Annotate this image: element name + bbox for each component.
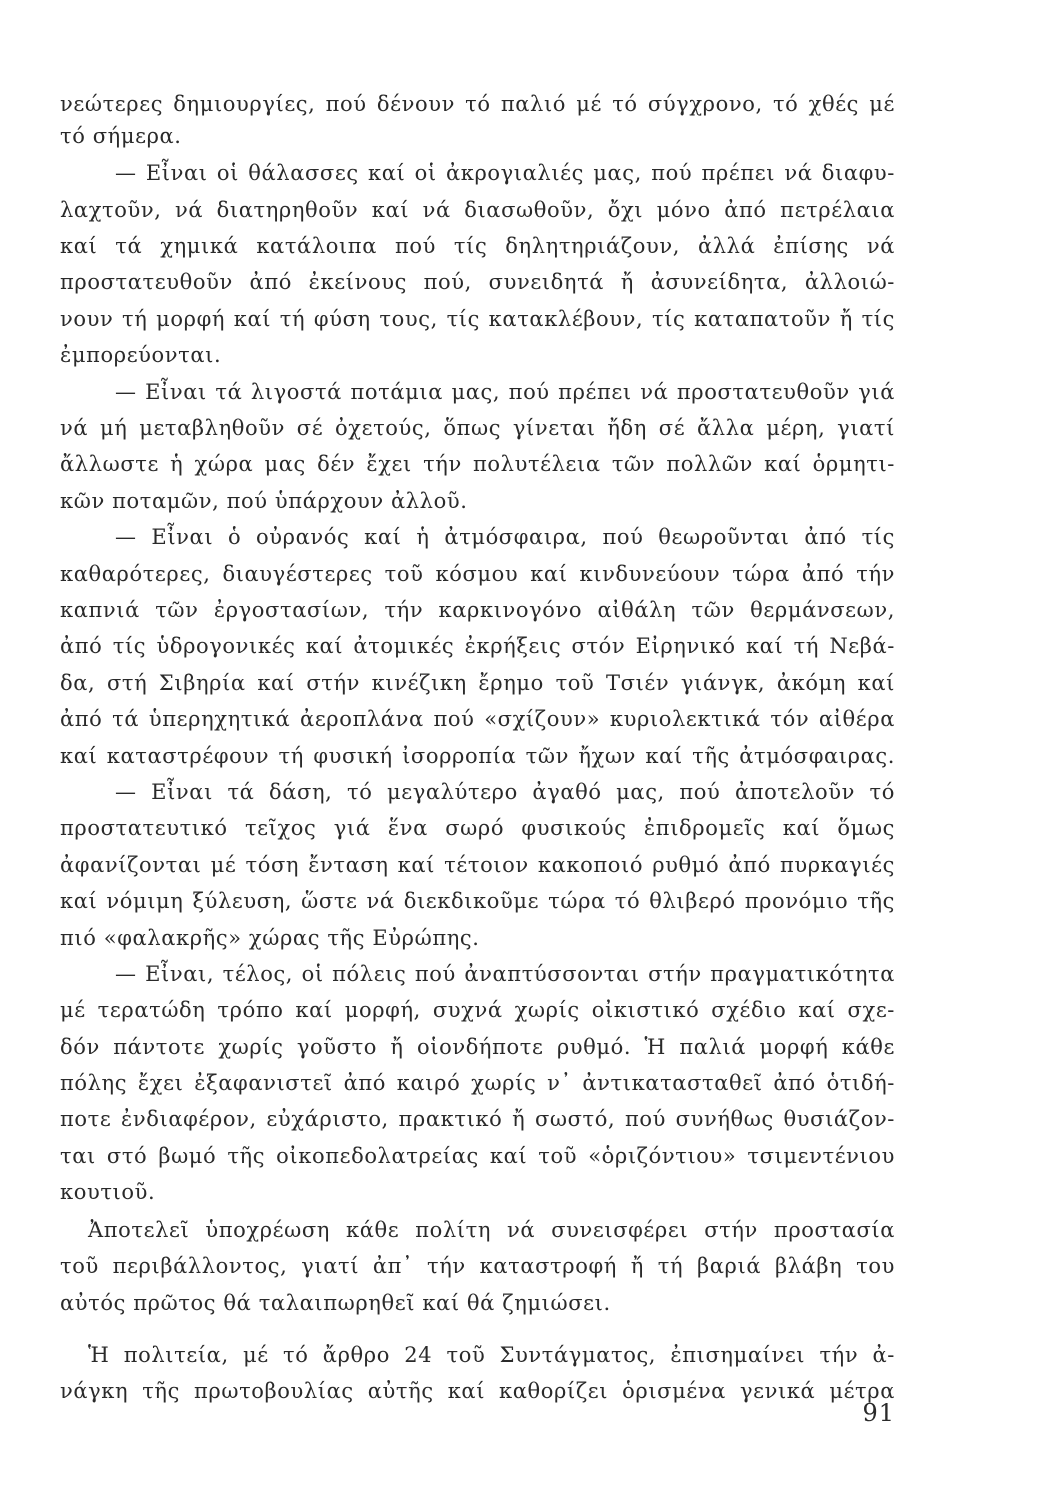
text-line: ποτε ἐνδιαφέρον, εὐχάριστο, πρακτικό ἤ σωστό, πού συνήθως θυσιάζον- <box>60 1107 895 1131</box>
text-line: τοῦ περιβάλλοντος, γιατί ἀπ᾽ τήν καταστροφή ἤ τή βαριά βλάβη του <box>60 1254 895 1278</box>
text-line: αὐτός πρῶτος θά ταλαιπωρηθεῖ καί θά ζημιώσει. <box>60 1291 611 1315</box>
text-line: προστατευθοῦν ἀπό ἐκείνους πού, συνειδητά ἤ ἀσυνείδητα, ἀλλοιώ- <box>60 270 895 294</box>
text-line: μέ τερατώδη τρόπο καί μορφή, συχνά χωρίς οἰκιστικό σχέδιο καί σχε- <box>60 998 895 1022</box>
text-line: καί νόμιμη ξύλευση, ὥστε νά διεκδικοῦμε τώρα τό θλιβερό προνόμιο τῆς <box>60 889 895 913</box>
text-line: τό σήμερα. <box>60 124 182 148</box>
paragraph-start-line: Ἀποτελεῖ ὑποχρέωση κάθε πολίτη νά συνεισφέρει στήν προστασία <box>88 1218 895 1242</box>
text-line: λαχτοῦν, νά διατηρηθοῦν καί νά διασωθοῦν, ὄχι μόνο ἀπό πετρέλαια <box>60 198 895 222</box>
text-line: καί καταστρέφουν τή φυσική ἰσορροπία τῶν ἤχων καί τῆς ἀτμόσφαιρας. <box>60 744 895 768</box>
text-line: νά μή μεταβληθοῦν σέ ὀχετούς, ὅπως γίνεται ἤδη σέ ἄλλα μέρη, γιατί <box>60 416 895 440</box>
text-line: δα, στή Σιβηρία καί στήν κινέζικη ἔρημο τοῦ Τσιέν γιάνγκ, ἀκόμη καί <box>60 671 895 695</box>
page-number: 91 <box>862 1399 895 1427</box>
text-line: προστατευτικό τεῖχος γιά ἕνα σωρό φυσικούς ἐπιδρομεῖς καί ὅμως <box>60 816 895 840</box>
paragraph-start-line: — Εἶναι ὁ οὐρανός καί ἡ ἀτμόσφαιρα, πού θεωροῦνται ἀπό τίς <box>115 525 895 549</box>
text-line: κῶν ποταμῶν, πού ὑπάρχουν ἀλλοῦ. <box>60 489 468 513</box>
text-line: καπνιά τῶν ἐργοστασίων, τήν καρκινογόνο αἰθάλη τῶν θερμάνσεων, <box>60 598 895 622</box>
text-line: ἀπό τίς ὑδρογονικές καί ἀτομικές ἐκρήξεις στόν Εἰρηνικό καί τή Νεβά- <box>60 634 895 658</box>
text-line: ται στό βωμό τῆς οἰκοπεδολατρείας καί τοῦ «ὁριζόντιου» τσιμεντένιου <box>60 1144 895 1168</box>
paragraph-start-line: — Εἶναι, τέλος, οἱ πόλεις πού ἀναπτύσσονται στήν πραγματικότητα <box>115 962 895 986</box>
paragraph-start-line: — Εἶναι οἱ θάλασσες καί οἱ ἀκρογιαλιές μας, πού πρέπει νά διαφυ- <box>115 161 895 185</box>
text-line: καθαρότερες, διαυγέστερες τοῦ κόσμου καί κινδυνεύουν τώρα ἀπό τήν <box>60 562 895 586</box>
text-line: νεώτερες δημιουργίες, πού δένουν τό παλιό μέ τό σύγχρονο, τό χθές μέ <box>60 92 895 116</box>
text-line: ἀφανίζονται μέ τόση ἔνταση καί τέτοιον κακοποιό ρυθμό ἀπό πυρκαγιές <box>60 853 895 877</box>
text-line: δόν πάντοτε χωρίς γοῦστο ἤ οἱονδήποτε ρυθμό. Ἡ παλιά μορφή κάθε <box>60 1035 895 1059</box>
text-line: ἄλλωστε ἡ χώρα μας δέν ἔχει τήν πολυτέλεια τῶν πολλῶν καί ὁρμητι- <box>60 452 895 476</box>
text-line: κουτιοῦ. <box>60 1180 156 1204</box>
text-line: πιό «φαλακρῆς» χώρας τῆς Εὐρώπης. <box>60 926 480 950</box>
text-line: νάγκη τῆς πρωτοβουλίας αὐτῆς καί καθορίζει ὁρισμένα γενικά μέτρα <box>60 1379 895 1403</box>
paragraph-start-line: — Εἶναι τά δάση, τό μεγαλύτερο ἀγαθό μας, πού ἀποτελοῦν τό <box>115 780 895 804</box>
text-line: ἐμπορεύονται. <box>60 343 222 367</box>
text-line: νουν τή μορφή καί τή φύση τους, τίς κατακλέβουν, τίς καταπατοῦν ἤ τίς <box>60 307 895 331</box>
paragraph-start-line: Ἡ πολιτεία, μέ τό ἄρθρο 24 τοῦ Συντάγματος, ἐπισημαίνει τήν ἀ- <box>88 1343 895 1367</box>
text-line: πόλης ἔχει ἐξαφανιστεῖ ἀπό καιρό χωρίς ν᾽ ἀντικατασταθεῖ ἀπό ὁτιδή- <box>60 1071 895 1095</box>
paragraph-start-line: — Εἶναι τά λιγοστά ποτάμια μας, πού πρέπει νά προστατευθοῦν γιά <box>115 380 895 404</box>
text-line: ἀπό τά ὑπερηχητικά ἀεροπλάνα πού «σχίζουν» κυριολεκτικά τόν αἰθέρα <box>60 707 895 731</box>
text-line: καί τά χημικά κατάλοιπα πού τίς δηλητηριάζουν, ἀλλά ἐπίσης νά <box>60 234 895 258</box>
